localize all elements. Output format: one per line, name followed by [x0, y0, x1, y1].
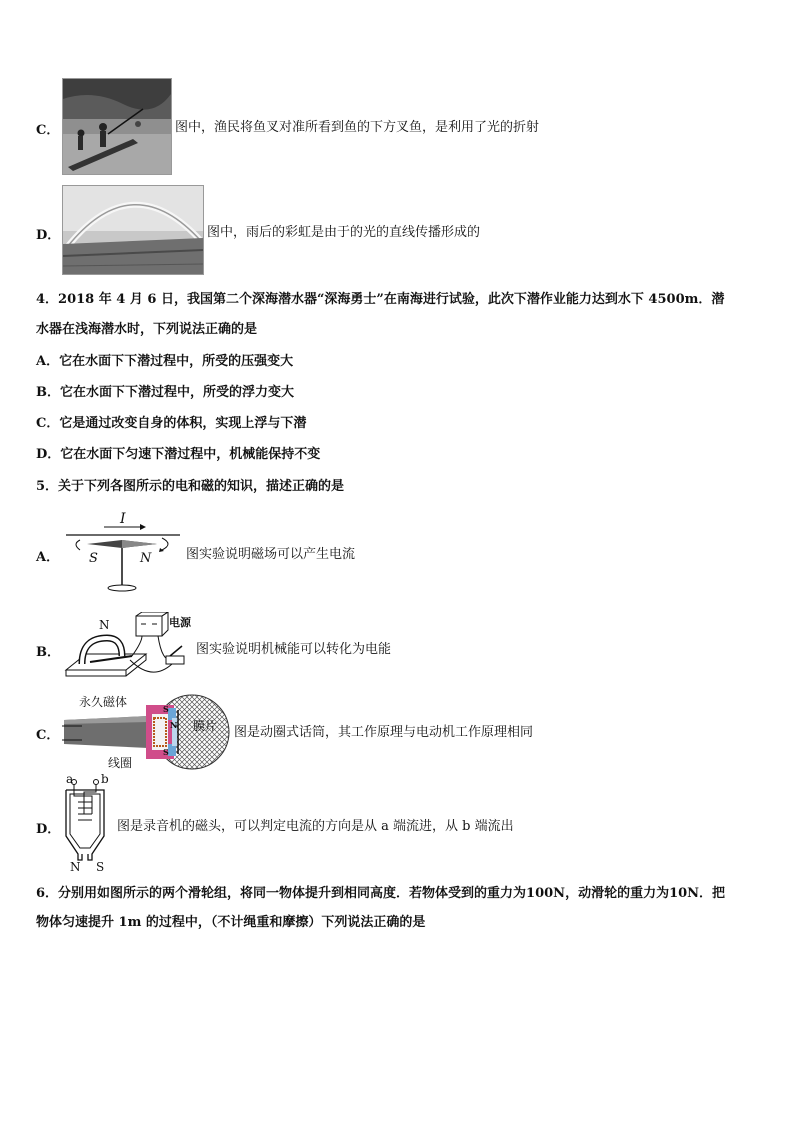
coil-label: 线圈	[108, 756, 133, 770]
mic-s-label-bottom: S	[163, 747, 169, 757]
option-c-letter: C．	[36, 123, 60, 138]
q4-option-a: A．它在水面下下潜过程中，所受的压强变大	[36, 354, 294, 369]
permanent-magnet-label: 永久磁体	[79, 695, 128, 709]
q4-option-c: C．它是通过改变自身的体积，实现上浮与下潜	[36, 416, 307, 431]
rainbow-photo	[62, 185, 204, 275]
fisherman-photo	[62, 78, 172, 175]
membrane-label: 膜片	[193, 719, 218, 733]
q4-option-d: D．它在水面下匀速下潜过程中，机械能保持不变	[36, 447, 321, 462]
q6-stem-line2: 物体匀速提升 1m 的过程中，（不计绳重和摩擦）下列说法正确的是	[36, 915, 426, 930]
head-n-label: N	[70, 860, 81, 874]
q4-option-b: B．它在水面下下潜过程中，所受的浮力变大	[36, 385, 294, 400]
q5-stem: 5．关于下列各图所示的电和磁的知识，描述正确的是	[36, 479, 345, 494]
q5-option-c-text: 图是动圈式话筒，其工作原理与电动机工作原理相同	[234, 725, 534, 740]
compass-n-label: N	[140, 551, 152, 566]
q5-option-c-letter: C．	[36, 728, 60, 743]
q5-option-d-text: 图是录音机的磁头，可以判定电流的方向是从 a 端流进，从 b 端流出	[117, 819, 514, 834]
q5-option-d-letter: D．	[36, 822, 61, 837]
terminal-a-label: a	[66, 772, 74, 786]
q6-stem-line1: 6．分别用如图所示的两个滑轮组，将同一物体提升到相同高度．若物体受到的重力为100N，动滑轮的重力为10N．把	[36, 886, 726, 901]
q5-option-a-letter: A．	[36, 550, 60, 565]
q4-stem-line1: 4．2018 年 4 月 6 日，我国第二个深海潜水器“深海勇士”在南海进行试验，此次下潜作业能力达到水下 4500m．潜	[36, 292, 725, 307]
option-d-letter: D．	[36, 228, 61, 243]
terminal-b-label: b	[101, 772, 109, 786]
head-s-label: S	[96, 860, 105, 874]
recorder-head-diagram	[62, 774, 116, 874]
q4-stem-line2: 水器在浅海潜水时，下列说法正确的是	[36, 322, 258, 337]
option-c-text: 图中，渔民将鱼叉对准所看到鱼的下方叉鱼，是利用了光的折射	[175, 120, 540, 135]
q5-option-b-letter: B．	[36, 645, 60, 660]
magnet-n-label: N	[99, 618, 110, 632]
q5-option-a-text: 图实验说明磁场可以产生电流	[186, 547, 356, 562]
mic-n-label: N	[170, 720, 178, 730]
compass-s-label: S	[89, 551, 98, 566]
q5-option-b-text: 图实验说明机械能可以转化为电能	[196, 642, 392, 657]
power-supply-label: 电源	[169, 616, 191, 629]
current-label-i: I	[120, 511, 126, 527]
mic-s-label-top: S	[163, 704, 169, 714]
option-d-text: 图中，雨后的彩虹是由于的光的直线传播形成的	[207, 225, 481, 240]
